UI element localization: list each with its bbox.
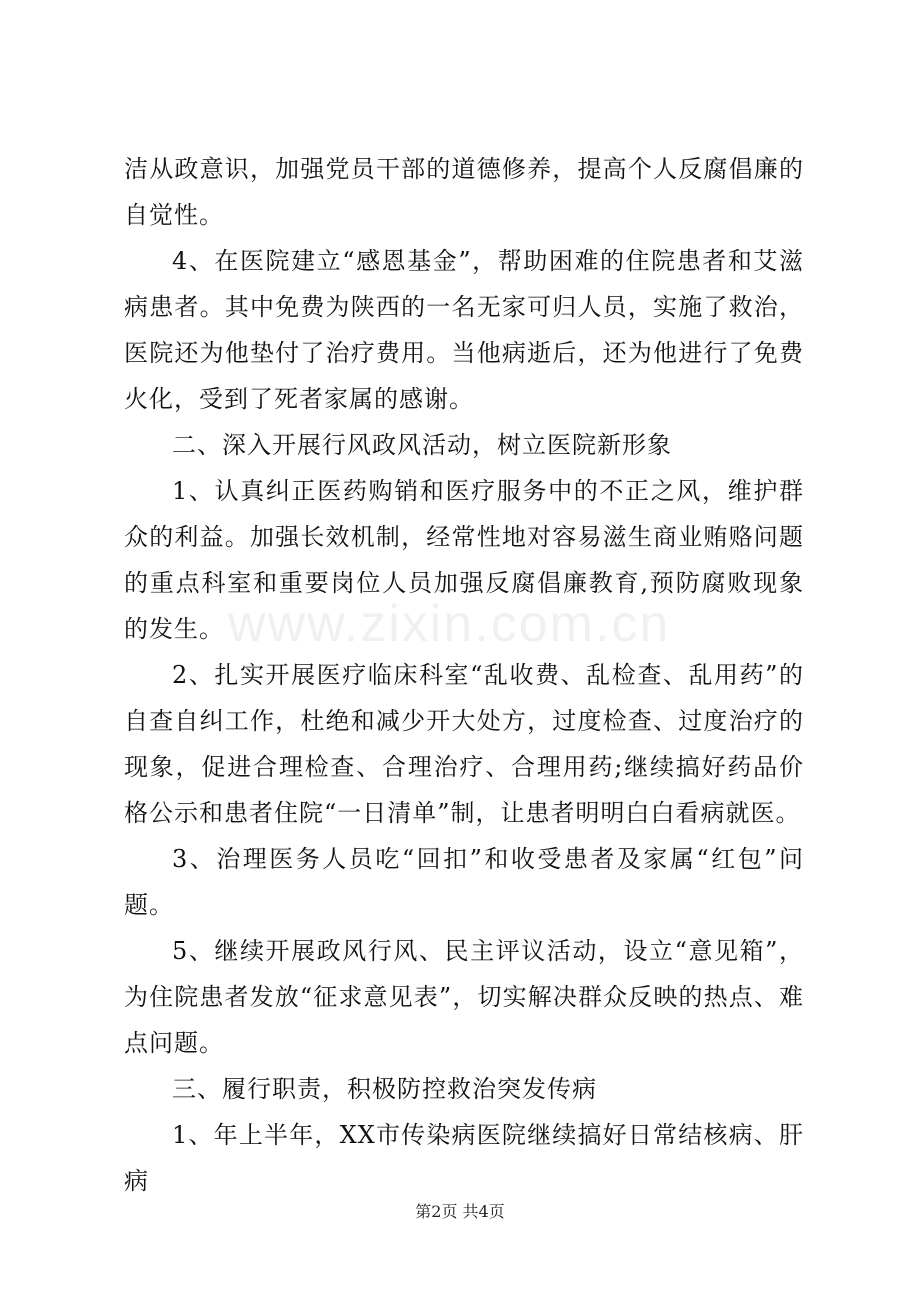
paragraph-3: 1、认真纠正医药购销和医疗服务中的不正之风，维护群众的利益。加强长效机制，经常性地对容易滋生商业贿赂问题的重点科室和重要岗位人员加强反腐倡廉教育,预防腐败现象的发生。 [124, 477, 804, 643]
page-footer: 第2页 共4页 [415, 1202, 505, 1221]
watermark: www.zixin.com.cn [228, 595, 671, 653]
section-heading-2: 二、深入开展行风政风活动，树立医院新形象 [172, 431, 672, 459]
paragraph-4: 2、扎实开展医疗临床科室“乱收费、乱检查、乱用药”的自查自纠工作，杜绝和减少开大处方，过度检查、过度治疗的现象，促进合理检查、合理治疗、合理用药;继续搞好药品价格公示和患者住院“一日清单”制，让患者明明白白看病就医。 [124, 661, 804, 827]
paragraph-6: 5、继续开展政风行风、民主评议活动，设立“意见箱”，为住院患者发放“征求意见表”，切实解决群众反映的热点、难点问题。 [124, 937, 804, 1057]
document-body [124, 146, 804, 1204]
paragraph-2: 4、在医院建立“感恩基金”，帮助困难的住院患者和艾滋病患者。其中免费为陕西的一名无家可归人员，实施了救治，医院还为他垫付了治疗费用。当他病逝后，还为他进行了免费火化，受到了死者家属的感谢。 [124, 247, 804, 413]
section-heading-3: 三、履行职责，积极防控救治突发传病 [172, 1075, 597, 1103]
paragraph-1: 洁从政意识，加强党员干部的道德修养，提高个人反腐倡廉的自觉性。 [124, 155, 804, 229]
paragraph-7: 1、年上半年，XX市传染病医院继续搞好日常结核病、肝病 [124, 1121, 804, 1195]
paragraph-5: 3、治理医务人员吃“回扣”和收受患者及家属“红包”问题。 [124, 845, 804, 919]
